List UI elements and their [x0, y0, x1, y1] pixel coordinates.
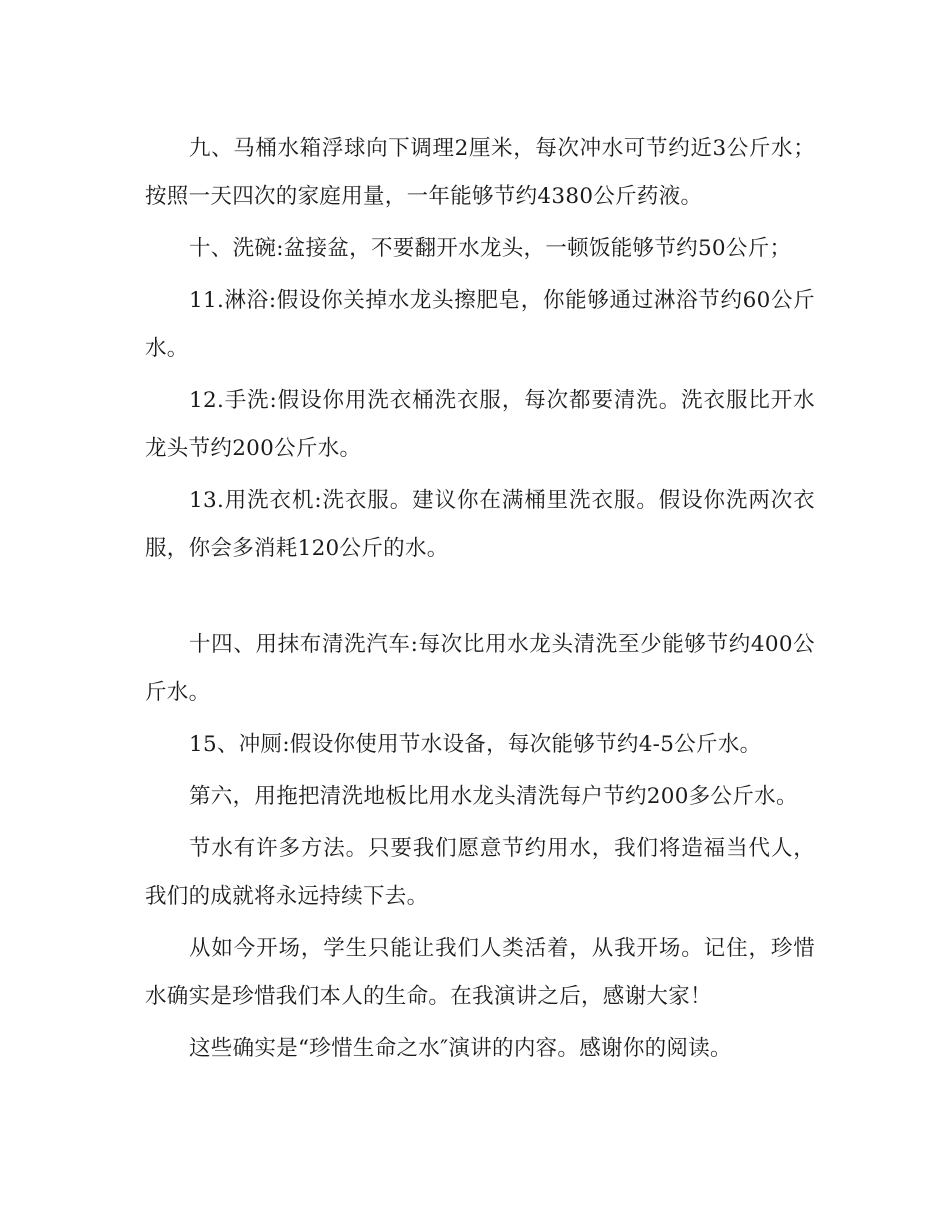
paragraph-washing-machine: 13.用洗衣机:洗衣服。建议你在满桶里洗衣服。假设你洗两次衣服，你会多消耗120公斤的水。: [145, 488, 815, 561]
paragraph-thanks: 这些确实是“珍惜生命之水″演讲的内容。感谢你的阅读。: [189, 1036, 732, 1061]
paragraph-methods: 节水有许多方法。只要我们愿意节约用水，我们将造福当代人，我们的成就将永远持续下去。: [145, 836, 815, 909]
document-body: [145, 125, 815, 1077]
paragraph-toilet-float: 九、马桶水箱浮球向下调理2厘米，每次冲水可节约近3公斤水；按照一天四次的家庭用量，一年能够节约4380公斤药液。: [145, 136, 815, 209]
paragraph-car-wash: 十四、用抹布清洗汽车:每次比用水龙头清洗至少能够节约400公斤水。: [145, 632, 815, 705]
paragraph-closing: 从如今开场，学生只能让我们人类活着，从我开场。记住，珍惜水确实是珍惜我们本人的生命。在我演讲之后，感谢大家！: [145, 936, 815, 1009]
paragraph-dishwashing: 十、洗碗:盆接盆，不要翻开水龙头，一顿饭能够节约50公斤；: [189, 236, 792, 261]
paragraph-toilet-flush: 15、冲厕:假设你使用节水设备，每次能够节约4-5公斤水。: [189, 732, 762, 757]
paragraph-mop: 第六，用拖把清洗地板比用水龙头清洗每户节约200多公斤水。: [189, 784, 798, 809]
paragraph-hand-wash: 12.手洗:假设你用洗衣桶洗衣服，每次都要清洗。洗衣服比开水龙头节约200公斤水。: [145, 388, 815, 461]
paragraph-gap: [145, 577, 815, 621]
paragraph-shower: 11.淋浴:假设你关掉水龙头擦肥皂，你能够通过淋浴节约60公斤水。: [145, 288, 815, 361]
